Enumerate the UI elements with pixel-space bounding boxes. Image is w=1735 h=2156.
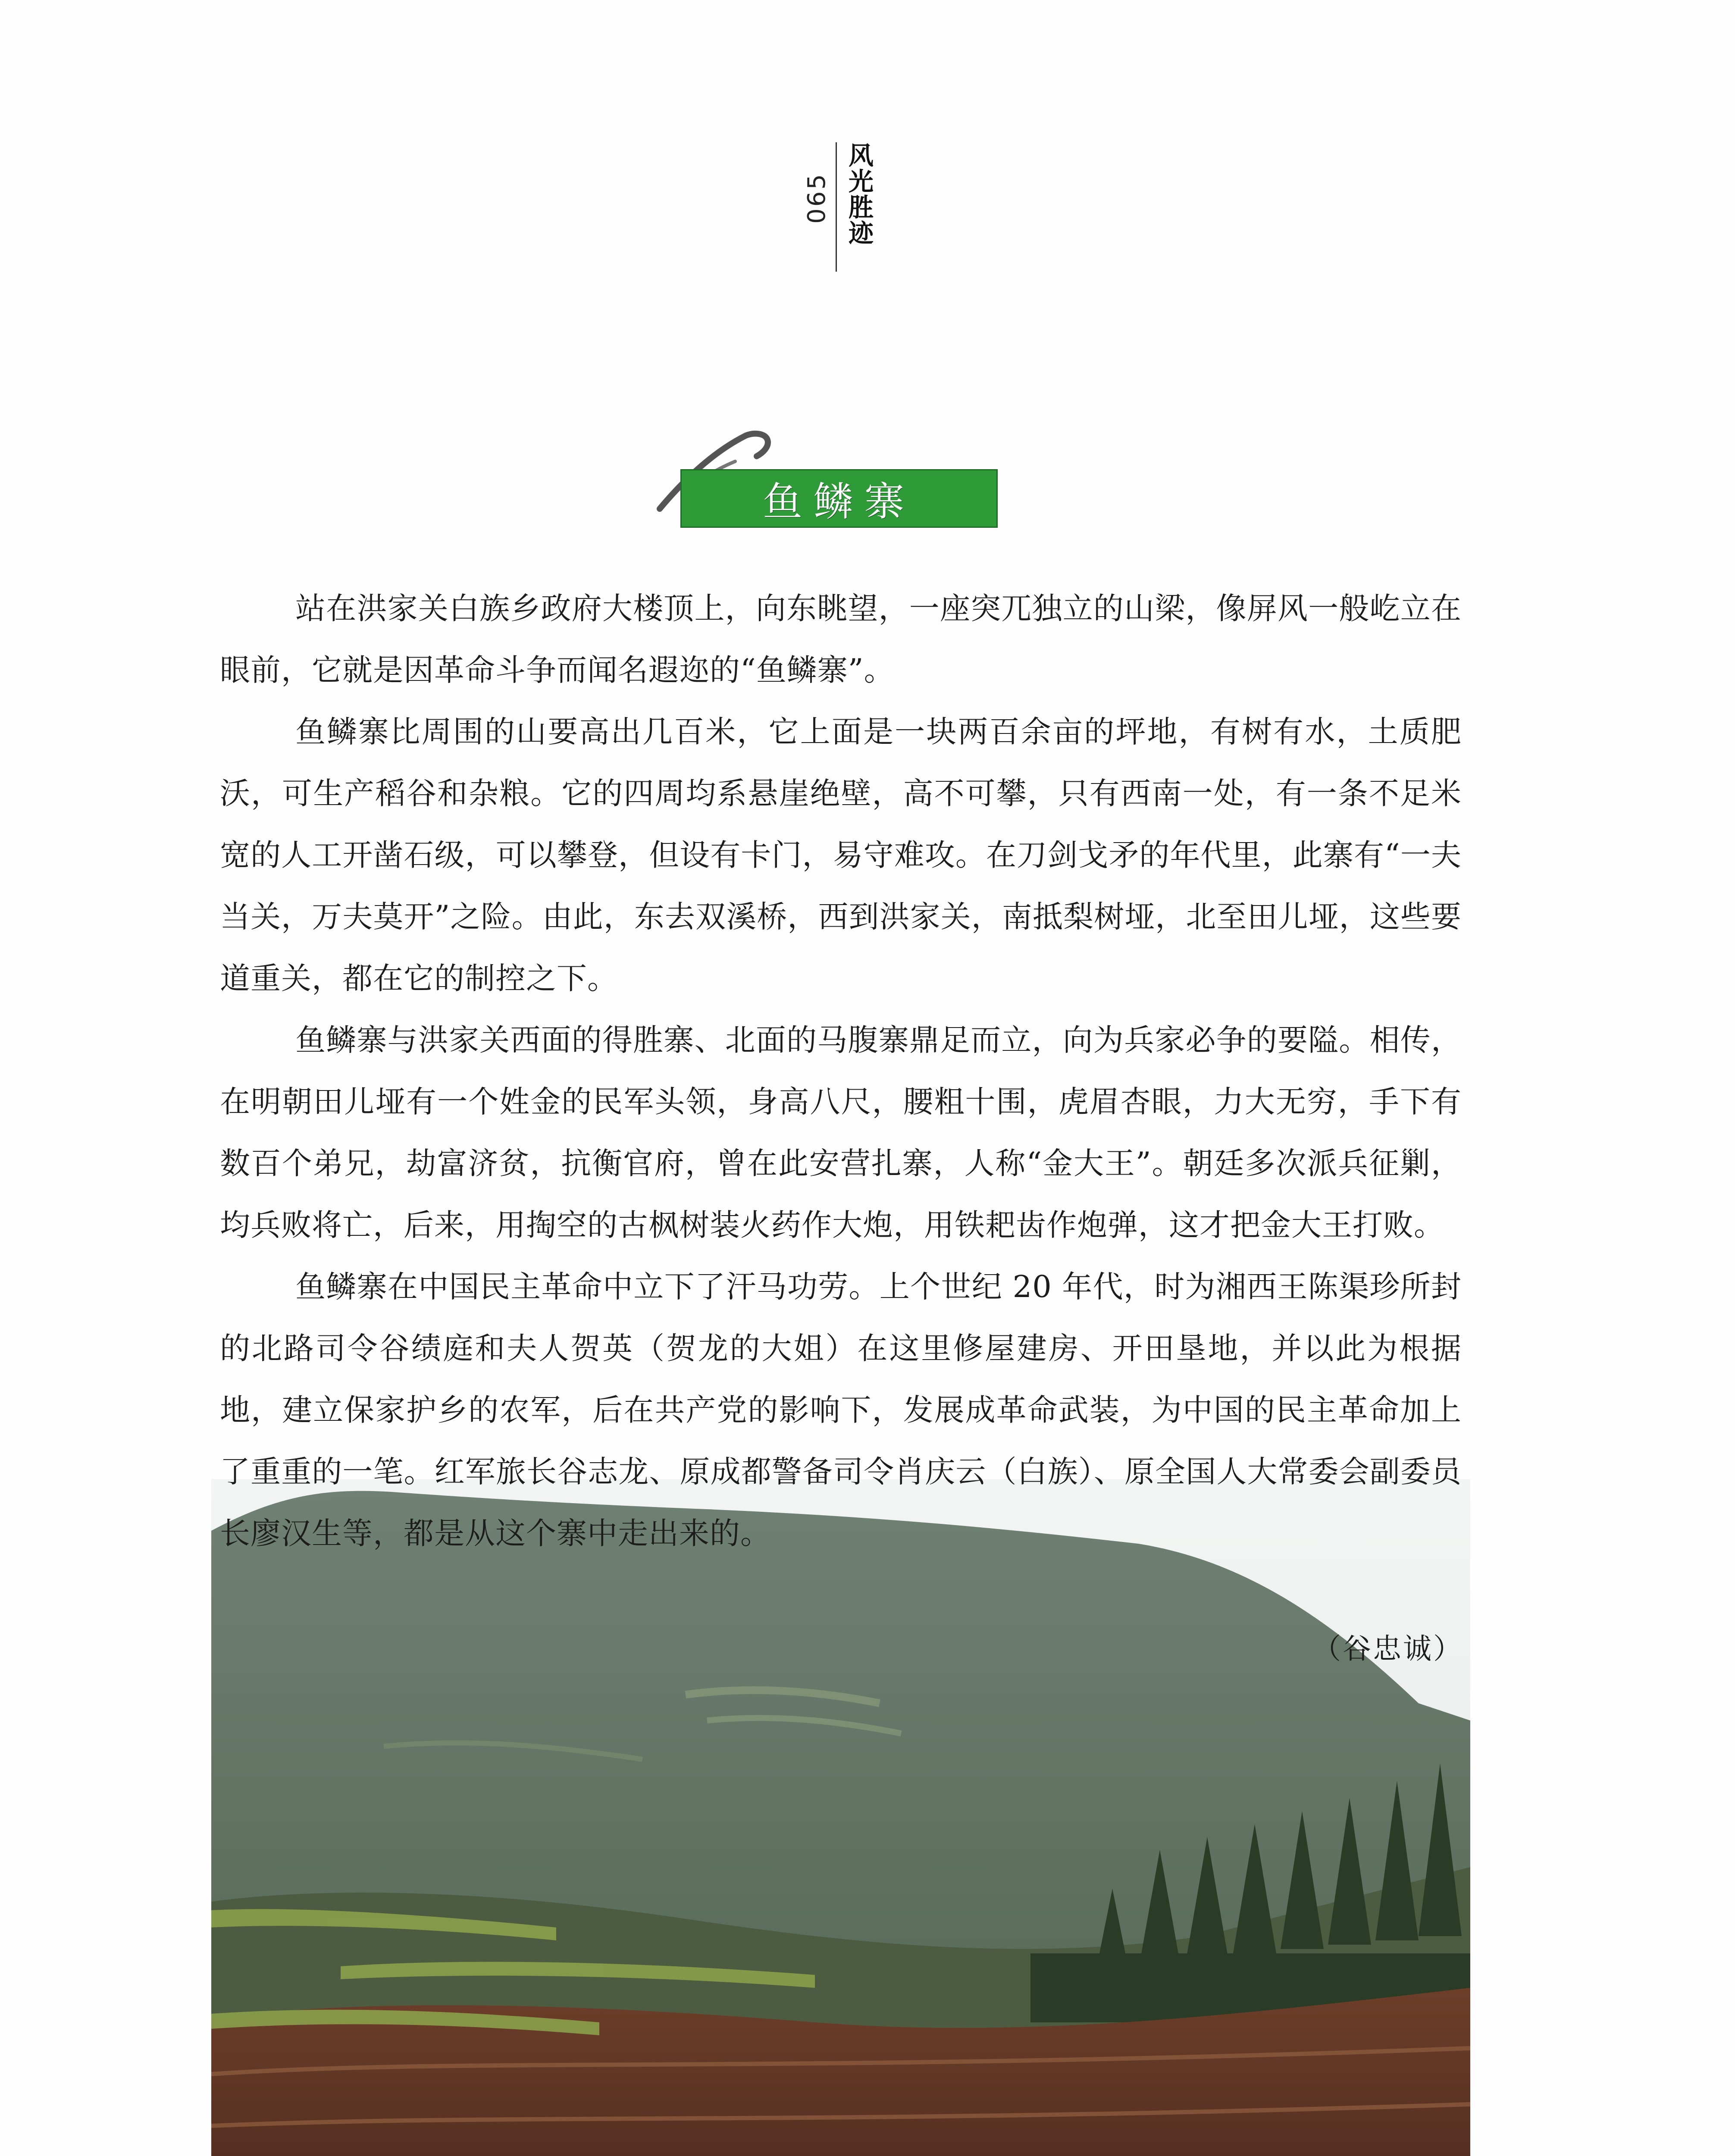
article-title: 鱼鳞寨 (762, 479, 915, 525)
header-rule (836, 142, 837, 272)
article-title-badge (647, 423, 1018, 543)
author: （谷忠诚） (1312, 1632, 1463, 1665)
page-number: 065 (803, 172, 831, 224)
mountain-landscape-image (211, 1479, 1470, 2156)
paragraph-1: 站在洪家关白族乡政府大楼顶上，向东眺望，一座突兀独立的山梁，像屏风一般屹立在眼前，它就是因革命斗争而闻名遐迩的“鱼鳞寨”。 (220, 591, 1462, 688)
paragraph-4: 鱼鳞寨在中国民主革命中立下了汗马功劳。上个世纪 20 年代，时为湘西王陈渠珍所封的北路司令谷绩庭和夫人贺英（贺龙的大姐）在这里修屋建房、开田垦地，并以此为根据地，建立保家护乡的农军，后在共产党的影响下，发展成革命武装，为中国的民主革命加上了重重的一笔。红军旅长谷志龙、原成都警备司令肖庆云（白族）、原全国人大常委会副委员长廖汉生等，都是从这个寨中走出来的。 (220, 1269, 1462, 1551)
article-body (220, 578, 1462, 1564)
paragraph-3: 鱼鳞寨与洪家关西面的得胜寨、北面的马腹寨鼎足而立，向为兵家必争的要隘。相传，在明朝田儿垭有一个姓金的民军头领，身高八尺，腰粗十围，虎眉杏眼，力大无穷，手下有数百个弟兄，劫富济贫，抗衡官府，曾在此安营扎寨，人称“金大王”。朝廷多次派兵征剿，均兵败将亡，后来，用掏空的古枫树装火药作大炮，用铁耙齿作炮弹，这才把金大王打败。 (220, 1022, 1462, 1243)
landscape-photo (211, 1479, 1470, 2156)
paragraph-2: 鱼鳞寨比周围的山要高出几百米，它上面是一块两百余亩的坪地，有树有水，土质肥沃，可生产稻谷和杂粮。它的四周均系悬崖绝壁，高不可攀，只有西南一处，有一条不足米宽的人工开凿石级，可以攀登，但设有卡门，易守难攻。在刀剑戈矛的年代里，此寨有“一夫当关，万夫莫开”之险。由此，东去双溪桥，西到洪家关，南抵梨树垭，北至田儿垭，这些要道重关，都在它的制控之下。 (220, 714, 1462, 996)
section-title: 风光胜迹 (844, 142, 874, 246)
title-box (680, 469, 998, 528)
